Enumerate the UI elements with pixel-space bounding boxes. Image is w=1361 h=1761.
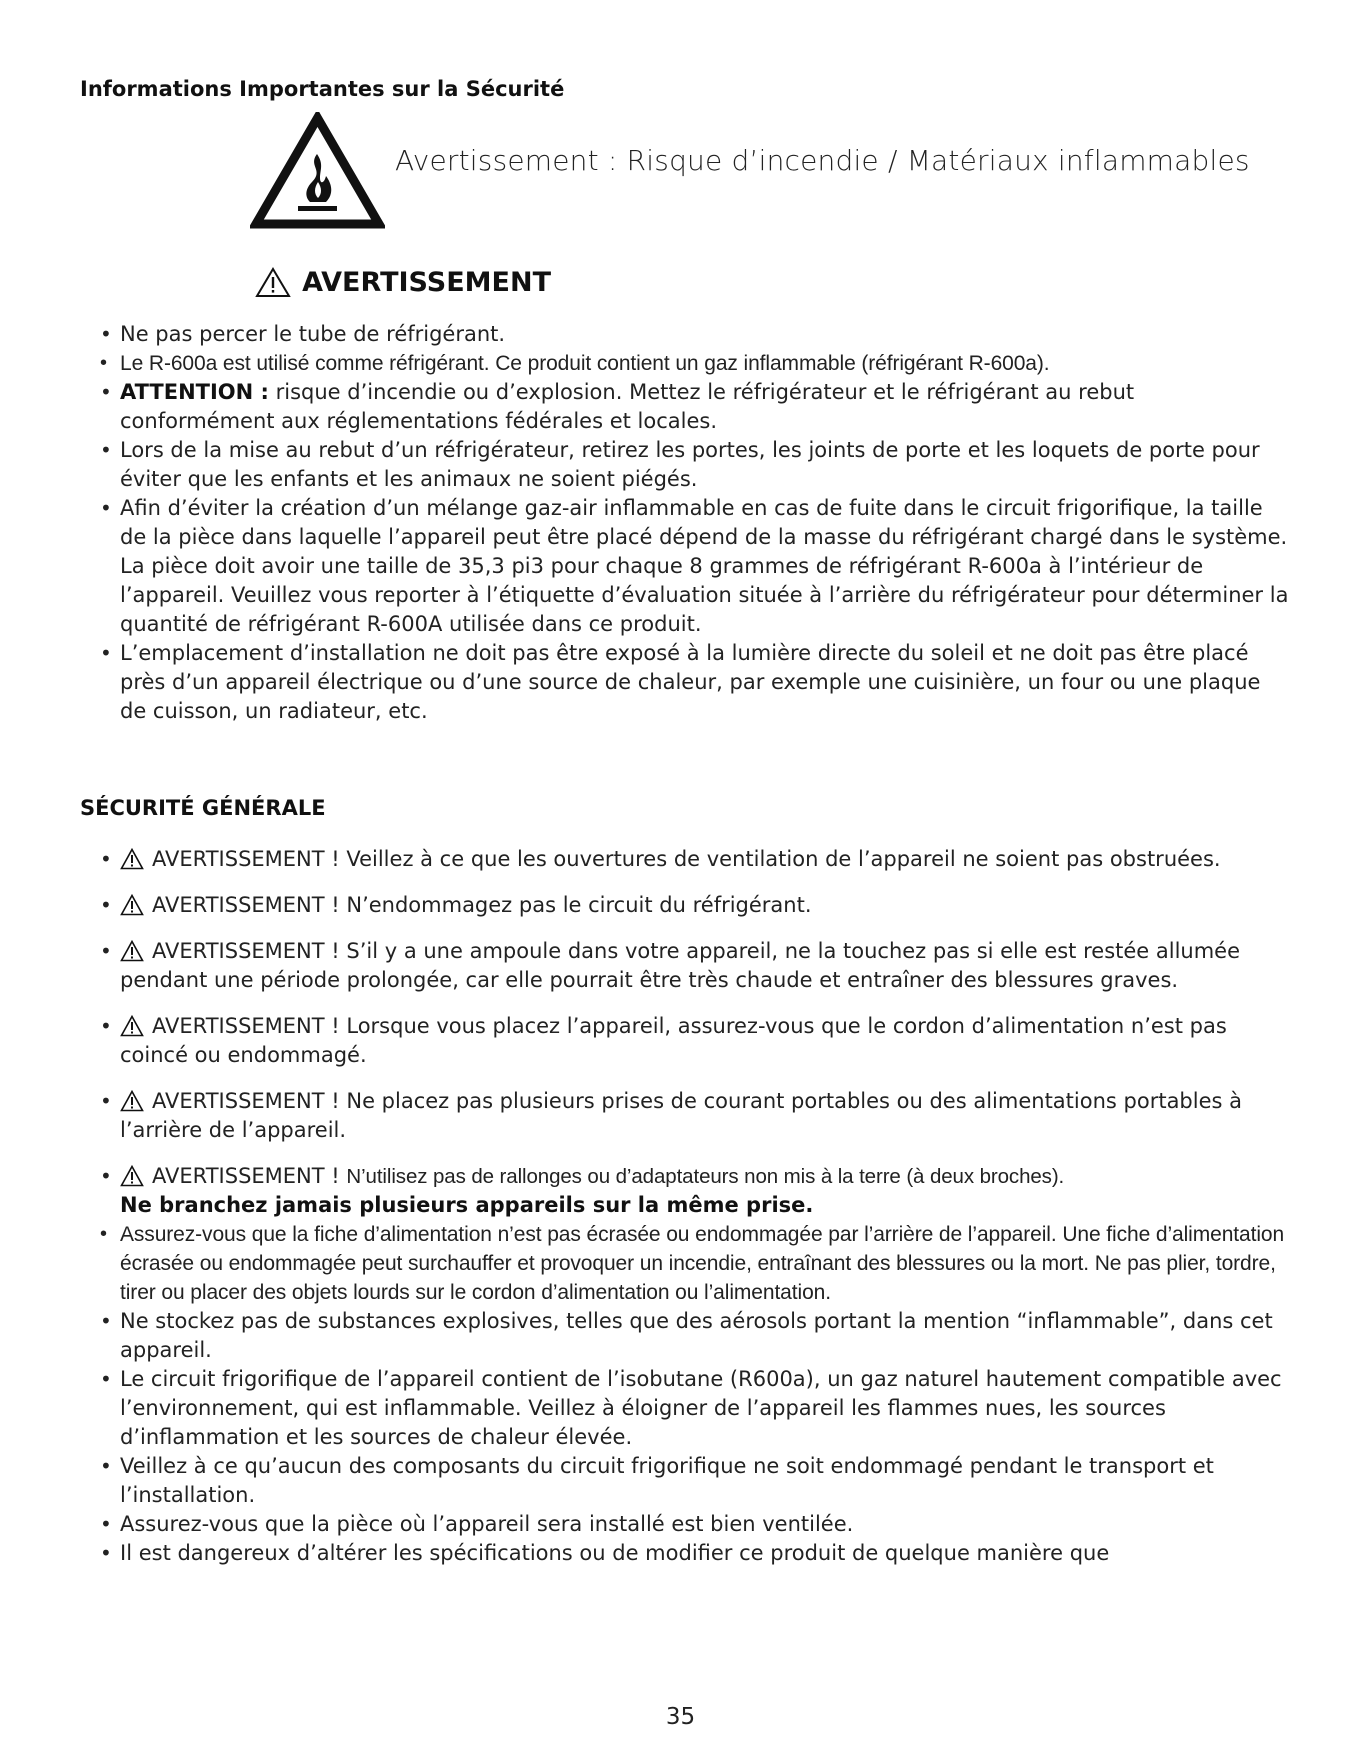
warning-heading: [255, 267, 551, 303]
fire-warning-row: [250, 112, 1290, 232]
warning-triangle-icon: [120, 1090, 144, 1112]
safety-list: [0, 320, 1361, 726]
page-number: 35: [665, 1704, 696, 1730]
fire-warning-text: Avertissement : Risque d’incendie / Matériaux inflammables: [395, 144, 1250, 177]
list-item: • Veillez à ce qu’aucun des composants du circuit frigorifique ne soit endommagé pendant le transport et l’installation.: [0, 1452, 1361, 1510]
list-item: • Ne pas percer le tube de réfrigérant.: [0, 320, 1361, 349]
list-item: • Assurez-vous que la fiche d’alimentation n’est pas écrasée ou endommagée par l’arrière de l’appareil. Une fiche d’alimentation écrasée ou endommagée peut surchauffer et provoquer un incendie, entraînant des blessures ou la mort. Ne pas plier, tordre, tirer ou placer des objets lourds sur le cordon d’alimentation ou l’alimentation.: [0, 1220, 1361, 1307]
list-item: • AVERTISSEMENT ! Veillez à ce que les ouvertures de ventilation de l’appareil ne soient pas obstruées.: [0, 845, 1361, 874]
flammable-warning-icon: [250, 112, 385, 230]
warning-triangle-icon: [120, 1165, 144, 1187]
warning-triangle-icon: [255, 267, 291, 298]
list-item: • AVERTISSEMENT ! N’endommagez pas le circuit du réfrigérant.: [0, 891, 1361, 920]
section-title-safety: Informations Importantes sur la Sécurité: [80, 77, 565, 101]
list-item: • ATTENTION : risque d’incendie ou d’explosion. Mettez le réfrigérateur et le réfrigérant au rebut conformément aux réglementations fédérales et locales.: [0, 378, 1361, 436]
list-item: • Il est dangereux d’altérer les spécifications ou de modifier ce produit de quelque manière que: [0, 1539, 1361, 1568]
list-item: • Assurez-vous que la pièce où l’appareil sera installé est bien ventilée.: [0, 1510, 1361, 1539]
general-safety-list: [0, 845, 1361, 1568]
list-item: • AVERTISSEMENT ! Lorsque vous placez l’appareil, assurez-vous que le cordon d’alimentation n’est pas coincé ou endommagé.: [0, 1012, 1361, 1070]
list-item: • L’emplacement d’installation ne doit pas être exposé à la lumière directe du soleil et ne doit pas être placé près d’un appareil électrique ou d’une source de chaleur, par exemple une cuisinière, un four ou une plaque de cuisson, un radiateur, etc.: [0, 639, 1361, 726]
list-item: • Le R-600a est utilisé comme réfrigérant. Ce produit contient un gaz inflammable (réfrigérant R-600a).: [0, 349, 1361, 378]
warning-triangle-icon: [120, 894, 144, 916]
warning-triangle-icon: [120, 940, 144, 962]
list-item: • AVERTISSEMENT ! N’utilisez pas de rallonges ou d’adaptateurs non mis à la terre (à deux broches). Ne branchez jamais plusieurs appareils sur la même prise.: [0, 1162, 1361, 1220]
warning-triangle-icon: [120, 848, 144, 870]
list-item: • Afin d’éviter la création d’un mélange gaz-air inflammable en cas de fuite dans le circuit frigorifique, la taille de la pièce dans laquelle l’appareil peut être placé dépend de la masse du réfrigérant chargé dans le système. La pièce doit avoir une taille de 35,3 pi3 pour chaque 8 grammes de réfrigérant R-600a à l’intérieur de l’appareil. Veuillez vous reporter à l’étiquette d’évaluation située à l’arrière du réfrigérateur pour déterminer la quantité de réfrigérant R-600A utilisée dans ce produit.: [0, 494, 1361, 639]
warning-triangle-icon: [120, 1015, 144, 1037]
list-item: • Le circuit frigorifique de l’appareil contient de l’isobutane (R600a), un gaz naturel hautement compatible avec l’environnement, qui est inflammable. Veillez à éloigner de l’appareil les flammes nues, les sources d’inflammation et les sources de chaleur élevée.: [0, 1365, 1361, 1452]
section-title-general-safety: SÉCURITÉ GÉNÉRALE: [80, 796, 326, 820]
warning-heading-text: AVERTISSEMENT: [302, 267, 551, 298]
list-item: • Ne stockez pas de substances explosives, telles que des aérosols portant la mention “inflammable”, dans cet appareil.: [0, 1307, 1361, 1365]
list-item: • AVERTISSEMENT ! Ne placez pas plusieurs prises de courant portables ou des alimentations portables à l’arrière de l’appareil.: [0, 1087, 1361, 1145]
list-item: • Lors de la mise au rebut d’un réfrigérateur, retirez les portes, les joints de porte et les loquets de porte pour éviter que les enfants et les animaux ne soient piégés.: [0, 436, 1361, 494]
list-item: • AVERTISSEMENT ! S’il y a une ampoule dans votre appareil, ne la touchez pas si elle est restée allumée pendant une période prolongée, car elle pourrait être très chaude et entraîner des blessures graves.: [0, 937, 1361, 995]
strong-warning-text: Ne branchez jamais plusieurs appareils sur la même prise.: [120, 1193, 814, 1217]
